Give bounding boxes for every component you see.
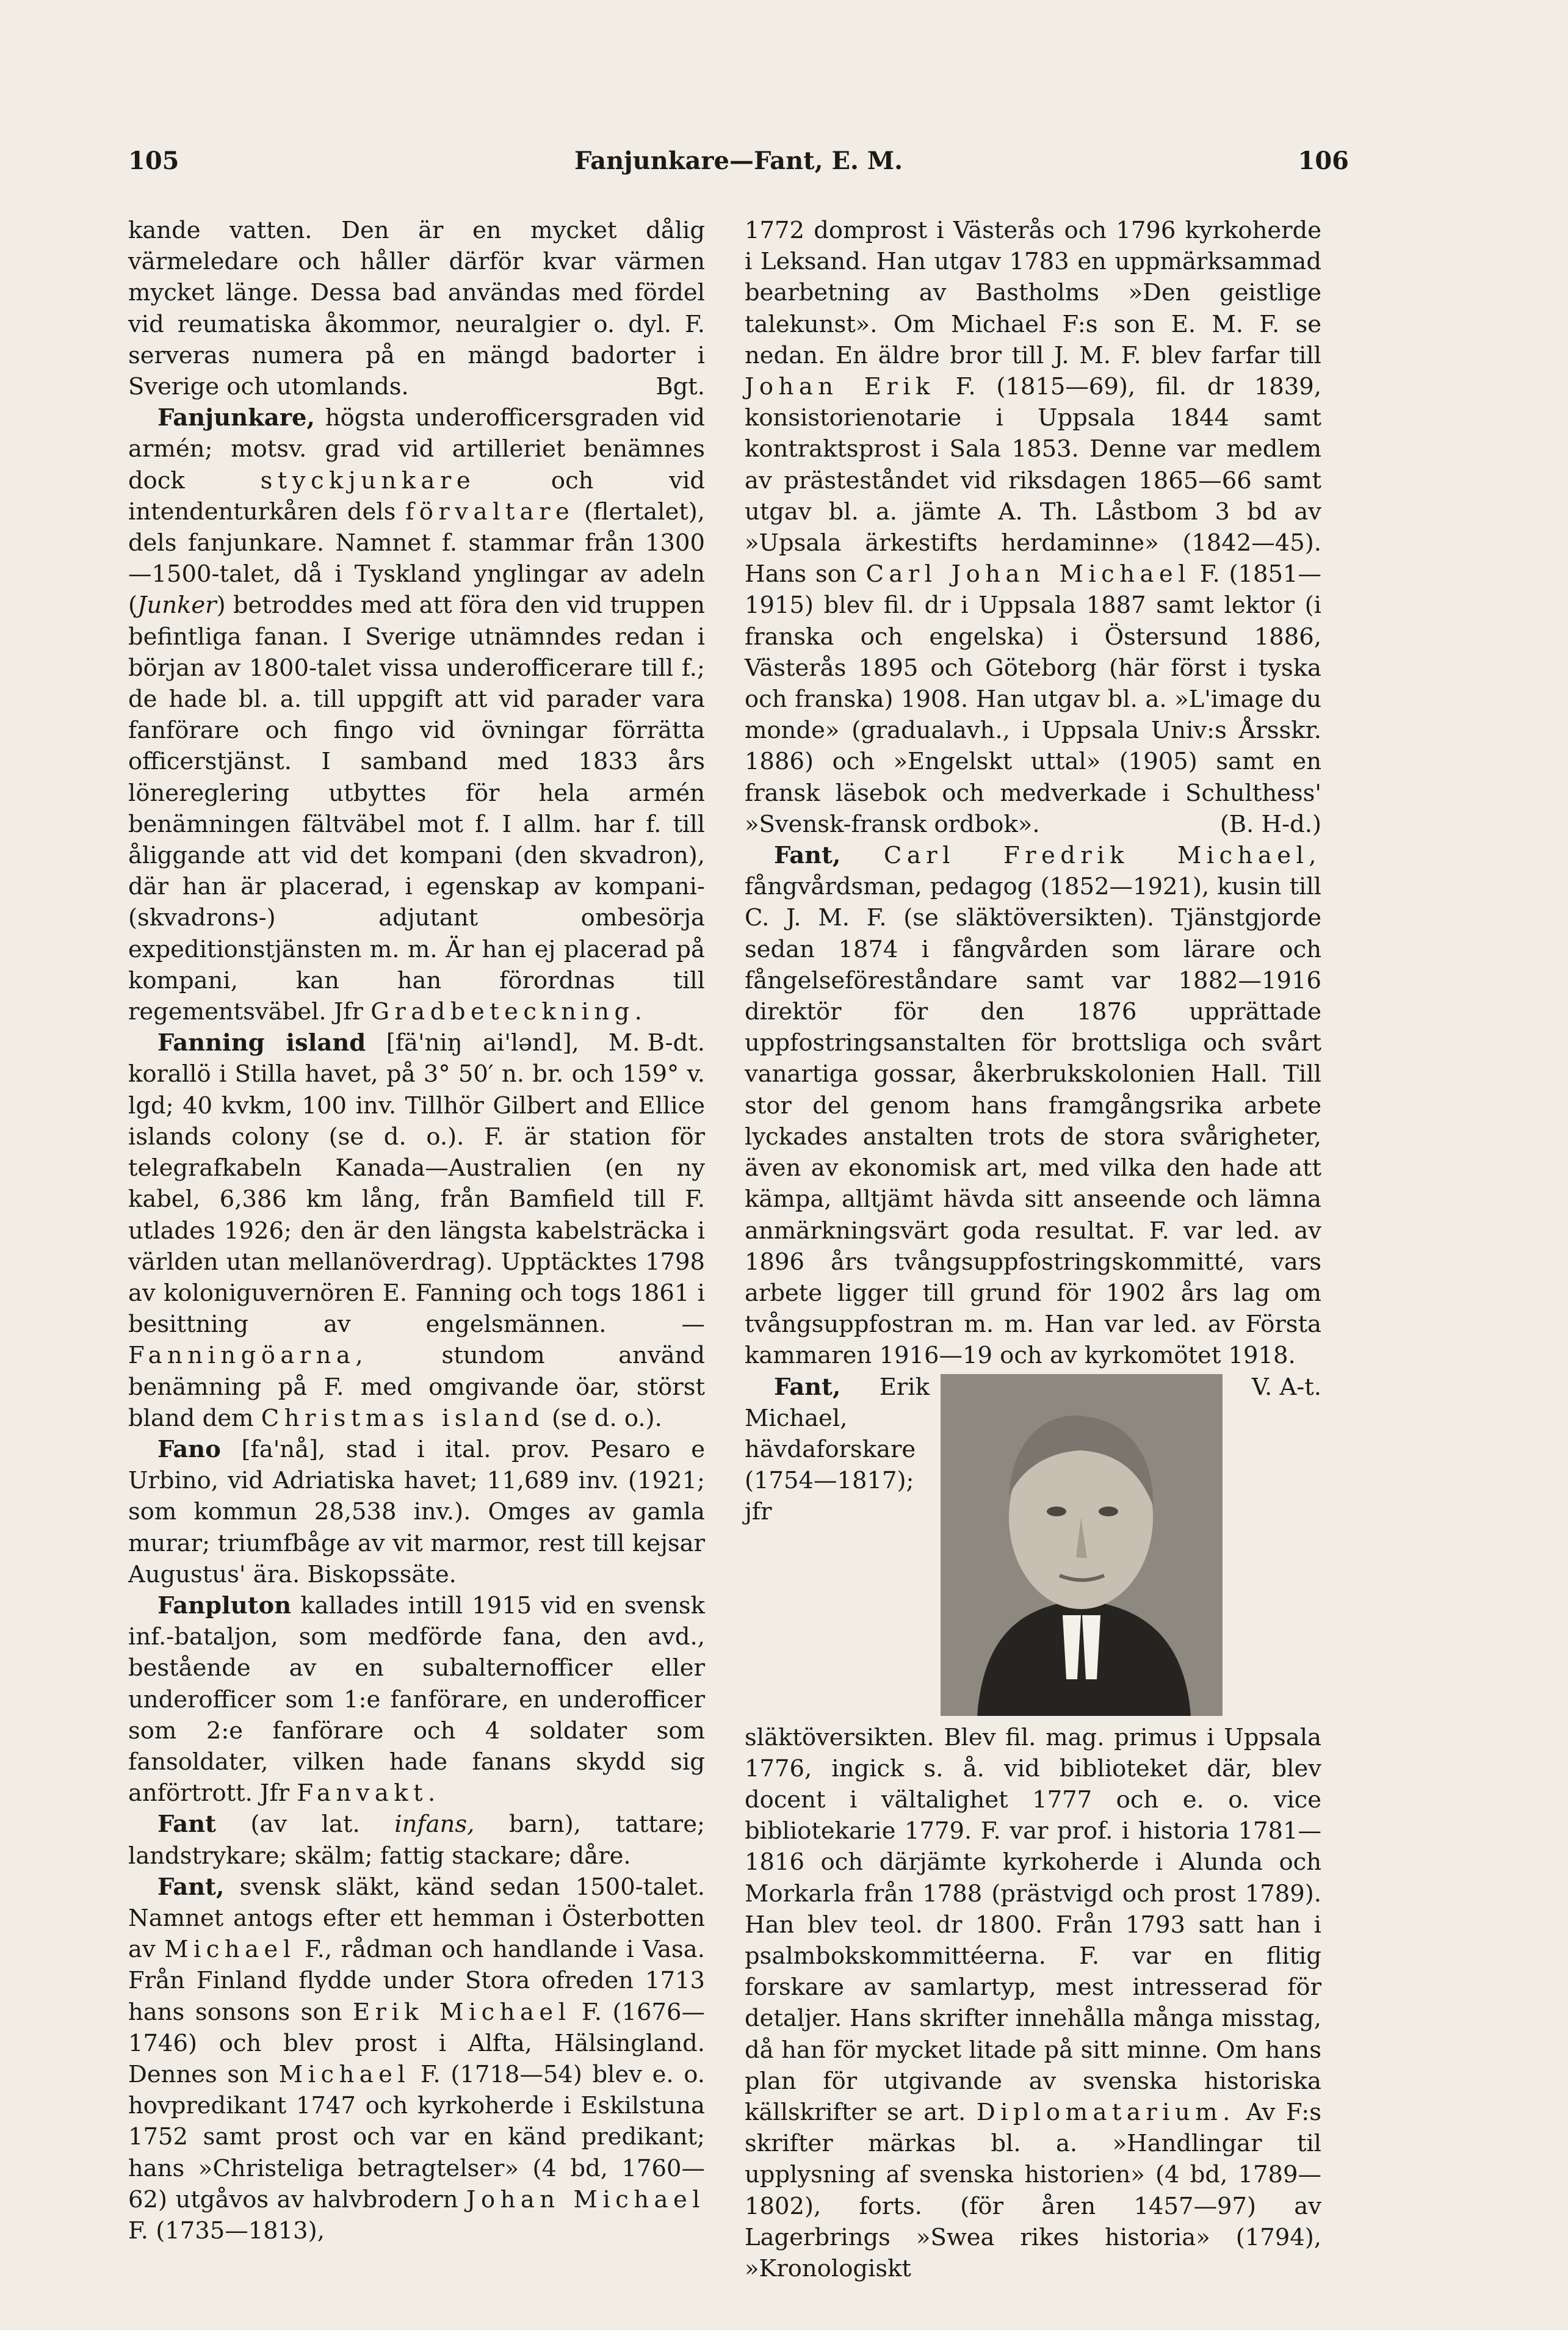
spaced-name: Michael <box>278 2060 411 2088</box>
entry-headword: Fant <box>157 1811 216 1839</box>
author-signature: (B. H-d.) <box>1219 810 1321 838</box>
entry-text: fångvårdsman, pedagog (1852—1921), kusin till C. J. M. F. (se släktöversikten). Tjänstgjorde sedan 1874 i fångvården som lärare och fångelseföreståndare samt var 1882—1916 direktör för den 1876 upprättade uppfostringsanstalten för brottsliga och svårt vanartiga gossar, åkerbrukskolonien Hall. Till stor del genom hans framgångsrika arbete lyckades anstalten trots de stora svårigheter, även av ekonomisk art, med vilka den hade att kämpa, alltjämt hävda sitt anseende och lämna anmärkningsvärt goda resultat. F. var led. av 1896 års tvångsuppfostringskommitté, vars arbete ligger till grund för 1902 års lag om tvångsuppfostran m. m. Han var led. av Första kammaren 1916—19 och av kyrkomötet 1918. <box>745 873 1321 1370</box>
entry-text: F., rådman och handlande i Vasa. Från Finland flydde under Stora ofreden 1713 hans sonsons son <box>128 1936 705 2026</box>
page-number-right: 106 <box>1298 147 1349 175</box>
entry-text: barn), tattare; landstrykare; skälm; fattig stackare; dåre. <box>128 1811 705 1870</box>
spaced-name: Carl Johan Michael <box>865 560 1191 588</box>
entry-fano <box>128 1434 705 1590</box>
spaced-term: förvaltare <box>405 497 575 526</box>
entry-text: F. (1815—69), fil. dr 1839, konsistorienotarie i Uppsala 1844 samt kontraktsprost i Sala 1853. Denne var medlem av prästeståndet vid riksdagen 1865—66 samt utgav bl. a. jämte A. Th. Låstbom 3 bd av »Upsala ärkestifts herdaminne» (1842—45). Hans son <box>745 373 1321 588</box>
left-column <box>128 215 705 2260</box>
entry-fant <box>128 1809 705 1871</box>
italic-term: infans, <box>394 1811 475 1839</box>
portrait-image <box>941 1374 1223 1716</box>
entry-text: [fa'nå], stad i ital. prov. Pesaro e Urbino, vid Adriatiska havet; 11,689 inv. (1921; som kommun 28,538 inv.). Omges av gamla murar; triumfbåge av vit marmor, rest till kejsar Augustus' ära. Biskopssäte. <box>128 1435 705 1588</box>
entry-text: stundom använd benämning på F. med omgivande öar, störst bland dem <box>128 1342 705 1432</box>
entry-text: Erik Michael, hävdaforskare (1754—1817); jfr släktöversikten. Blev fil. mag. primus i Uppsala 1776, ingick s. å. vid biblioteket där, blev docent i vältalighet 1777 och e. o. vice bibliotekarie 1779. F. var prof. i historia 1781—1816 och därjämte kyrkoherde i Alunda och Morkarla från 1788 (prästvigd och prost 1789). Han blev teol. dr 1800. Från 1793 satt han i psalmbokskommittéerna. F. var en flitig forskare av samlartyp, mest intresserad för detaljer. Hans skrifter innehålla många misstag, då han för mycket litade på sitt minne. Om hans plan för utgivande av svenska historiska källskrifter se art. <box>745 1373 1321 2126</box>
spaced-name: Johan Michael <box>466 2185 705 2213</box>
cross-reference: Diplomatarium. <box>976 2098 1235 2126</box>
entry-text: F. (1851—1915) blev fil. dr i Uppsala 1887 samt lektor (i franska och engelska) i Östersund 1886, Västerås 1895 och Göteborg (här först i tyska och franska) 1908. Han utgav bl. a. »L'image du monde» (gradualavh., i Uppsala Univ:s Årsskr. 1886) och »Engelskt uttal» (1905) samt en fransk läsebok och medverkade i Schulthess' »Svensk-fransk ordbok». <box>745 560 1322 838</box>
cross-reference: Gradbeteckning. <box>370 998 648 1026</box>
cross-reference: Christmas island <box>261 1404 544 1432</box>
spaced-name: Erik Michael <box>352 1998 571 2026</box>
entry-text: kallades intill 1915 vid en svensk inf.-bataljon, som medförde fana, den avd., bestående av en subalternofficer eller underofficer som 1:e fanförare, en underofficer som 2:e fanförare och 4 soldater som fansoldater, vilken hade fanans skydd sig anförtrott. Jfr <box>128 1591 705 1807</box>
entry-text: 1772 domprost i Västerås och 1796 kyrkoherde i Leksand. Han utgav 1783 en uppmärksammad bearbetning av Bastholms »Den geistlige talekunst». Om Michael F:s son E. M. F. se nedan. En äldre bror till J. M. F. blev farfar till <box>745 217 1321 369</box>
entry-text: (flertalet), dels fanjunkare. Namnet f. stammar från 1300—1500-talet, då i Tyskland ynglingar av adeln ( <box>128 497 705 620</box>
entry-text: och vid intendenturkåren dels <box>128 466 705 526</box>
entry-text: F. (1718—54) blev e. o. hovpredikant 1747 och kyrkoherde i Eskilstuna 1752 samt prost och var en känd predikant; hans »Christeliga betragtelser» (4 bd, 1760—62) utgåvos av halvbrodern <box>128 2060 705 2213</box>
right-column <box>745 215 1322 2282</box>
portrait-illustration <box>941 1374 1223 1716</box>
entry-fant-carl-fredrik-michael <box>745 840 1321 1401</box>
entry-fanpluton <box>128 1590 705 1809</box>
page-number-left: 105 <box>128 147 179 175</box>
entry-text: ) betroddes med att föra den vid truppen befintliga fanan. I Sverige utnämndes redan i början av 1800-talet vissa underofficerare till f.; de hade bl. a. till uppgift att vid parader vara fanförare och fingo vid övningar förrätta officerstjänst. I samband med 1833 års lönereglering utbyttes för hela armén benämningen fältväbel mot f. I allm. har f. till åliggande att vid det kompani (den skvadron), där han är placerad, i egenskap av kompani-(skvadrons-) adjutant ombesörja expeditionstjänsten m. m. Är han ej placerad på kompani, kan han förordnas till regementsväbel. Jfr <box>128 592 705 1026</box>
spaced-name: Johan Erik <box>745 373 935 401</box>
entry-text: (se d. o.). <box>552 1404 662 1432</box>
entry-text: F. (1676—1746) och blev prost i Alfta, Hälsingland. Dennes son <box>128 1998 706 2088</box>
entry-text: [fä'niŋ ai'lənd], korallö i Stilla havet, på 3° 50′ n. br. och 159° v. lgd; 40 kvkm, 100 inv. Tillhör Gilbert and Ellice islands colony (se d. o.). F. är station för telegrafkabeln Kanada—Australien (en ny kabel, 6,386 km lång, från Bamfield till F. utlades 1926; den är den längsta kabelsträcka i världen utan mellanöverdrag). Upptäcktes 1798 av koloniguvernören E. Fanning och togs 1861 i besittning av engelsmännen. — <box>128 1029 705 1339</box>
author-signature: Bgt. <box>656 373 705 401</box>
entry-headword: Fanning island <box>157 1029 366 1057</box>
entry-headword: Fant, <box>157 1873 225 1901</box>
entry-fant-family <box>128 1872 705 2246</box>
spaced-term: Fanningöarna, <box>128 1342 369 1370</box>
entry-text: (av lat. <box>250 1811 360 1839</box>
entry-fant-erik-michael <box>745 1372 1321 2285</box>
entry-headword: Fanpluton <box>157 1591 292 1619</box>
entry-headword: Fant, <box>774 1373 841 1401</box>
entry-continuation <box>745 215 1321 840</box>
spaced-name: Michael <box>164 1936 296 1964</box>
entry-headword: Fano <box>157 1435 221 1463</box>
cross-reference: Fanvakt. <box>297 1779 441 1807</box>
author-signature: M. B-dt. <box>608 1029 705 1057</box>
entry-text: F. (1735—1813), <box>128 2217 325 2245</box>
entry-headword: Fanjunkare, <box>157 404 315 432</box>
running-title: Fanjunkare—Fant, E. M. <box>574 147 903 175</box>
entry-continuation <box>128 215 705 402</box>
italic-term: Junker <box>137 592 217 620</box>
entry-text: svensk släkt, känd sedan 1500-talet. Namnet antogs efter ett hemman i Österbotten av <box>128 1873 705 1964</box>
spaced-name: Carl Fredrik Michael, <box>883 842 1321 870</box>
page-header <box>128 147 1349 189</box>
spaced-term: styckjunkare <box>260 466 476 494</box>
entry-text: högsta underofficersgraden vid armén; motsv. grad vid artilleriet benämnes dock <box>128 404 705 494</box>
entry-text: Av F:s skrifter märkas bl. a. »Handlingar til upplysning af svenska historien» (4 bd, 1789—1802), forts. (för åren 1457—97) av Lagerbrings »Swea rikes historia» (1794), »Kronologiskt <box>745 2098 1321 2282</box>
author-signature: V. A-t. <box>1251 1373 1321 1401</box>
entry-text: kande vatten. Den är en mycket dålig värmeledare och håller därför kvar värmen mycket länge. Dessa bad användas med fördel vid reumatiska åkommor, neuralgier o. dyl. F. serveras numera på en mängd badorter i Sverige och utomlands. <box>128 217 705 401</box>
entry-fanning-island <box>128 1027 705 1434</box>
entry-headword: Fant, <box>774 842 841 870</box>
